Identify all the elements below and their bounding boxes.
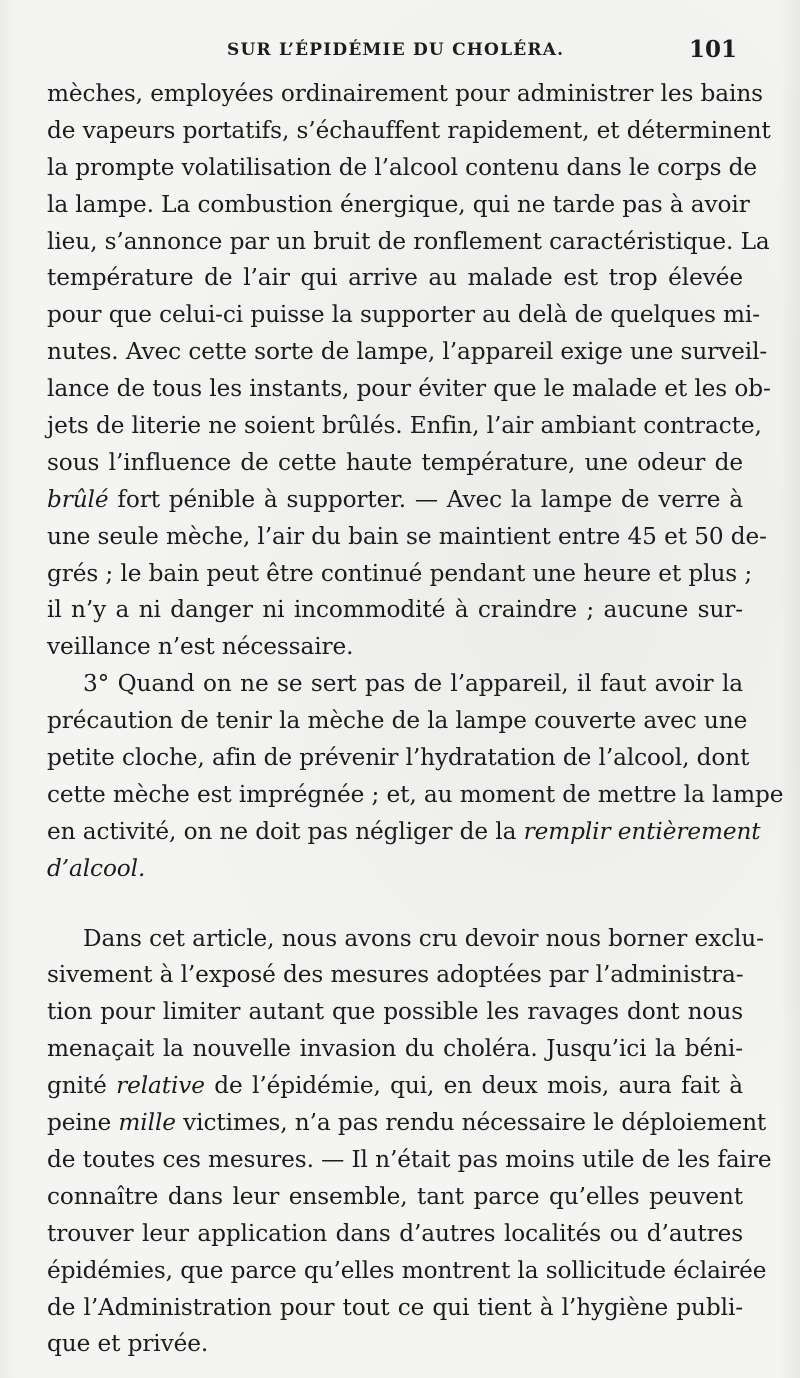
text-line: température de l’air qui arrive au malade est trop élevée — [47, 264, 743, 292]
text-line: sivement à l’exposé des mesures adoptées par l’administra- — [47, 961, 744, 989]
text-line: trouver leur application dans d’autres localités ou d’autres — [47, 1219, 743, 1247]
page-header — [47, 36, 737, 70]
text-line: la prompte volatilisation de l’alcool contenu dans le corps de — [47, 153, 758, 181]
text-line: une seule mèche, l’air du bain se maintient entre 45 et 50 de- — [47, 522, 767, 550]
text-line: jets de literie ne soient brûlés. Enfin, l’air ambiant contracte, — [47, 412, 762, 440]
text-line: nutes. Avec cette sorte de lampe, l’appareil exige une surveil- — [47, 338, 768, 366]
text-line: de toutes ces mesures. — Il n’était pas moins utile de les faire — [47, 1145, 772, 1173]
text-line — [47, 1068, 743, 1105]
text-line: de l’Administration pour tout ce qui tient à l’hygiène publi- — [47, 1293, 743, 1321]
line-plain: peine — [47, 1109, 119, 1137]
text-line: épidémies, que parce qu’elles montrent la sollicitude éclairée — [47, 1256, 767, 1284]
text-line: mèches, employées ordinairement pour administrer les bains — [47, 80, 763, 107]
line-plain: victimes, n’a pas rendu nécessaire le déploiement — [175, 1109, 767, 1137]
text-line: que et privée. — [47, 1330, 209, 1358]
paragraph-1 — [47, 76, 771, 666]
page-number: 101 — [688, 36, 737, 63]
line-plain: gnité — [47, 1072, 117, 1100]
text-line: précaution de tenir la mèche de la lampe couverte avec une — [47, 707, 748, 735]
text-line: petite cloche, afin de prévenir l’hydratation de l’alcool, dont — [47, 744, 750, 772]
text-line: cette mèche est imprégnée ; et, au moment de mettre la lampe — [47, 780, 784, 808]
italic-phrase: remplir entièrement — [523, 817, 761, 845]
text-line — [47, 1105, 767, 1142]
paragraph-3 — [47, 921, 772, 1364]
line-rest: fort pénible à supporter. — Avec la lampe de verre à — [108, 485, 743, 513]
line-plain: de l’épidémie, qui, en deux mois, aura fait à — [204, 1072, 743, 1100]
text-line: menaçait la nouvelle invasion du choléra. Jusqu’ici la béni- — [47, 1035, 743, 1063]
text-line: 3° Quand on ne se sert pas de l’appareil, il faut avoir la — [83, 670, 743, 698]
text-line: pour que celui-ci puisse la supporter au delà de quelques mi- — [47, 301, 760, 329]
text-line: grés ; le bain peut être continué pendant une heure et plus ; — [47, 559, 753, 587]
italic-word: brûlé — [47, 485, 109, 513]
text-line: lance de tous les instants, pour éviter que le malade et les ob- — [47, 375, 771, 403]
paragraph-gap — [47, 888, 743, 921]
text-line: connaître dans leur ensemble, tant parce qu’elles peuvent — [47, 1182, 743, 1210]
italic-word: relative — [116, 1072, 205, 1100]
running-title: SUR L’ÉPIDÉMIE DU CHOLÉRA. — [227, 40, 565, 60]
paragraph-2 — [47, 666, 784, 887]
line-plain: en activité, on ne doit pas négliger de la — [47, 817, 524, 845]
text-line: la lampe. La combustion énergique, qui ne tarde pas à avoir — [47, 190, 750, 218]
italic-word: mille — [118, 1109, 176, 1137]
text-line: tion pour limiter autant que possible les ravages dont nous — [47, 998, 743, 1026]
italic-phrase: d’alcool. — [47, 854, 146, 882]
text-line — [47, 851, 743, 888]
text-line: sous l’influence de cette haute température, une odeur de — [47, 448, 743, 476]
text-line: veillance n’est nécessaire. — [47, 633, 354, 661]
text-line — [47, 814, 761, 851]
text-line: lieu, s’annonce par un bruit de ronflement caractéristique. La — [47, 227, 770, 255]
text-line: de vapeurs portatifs, s’échauffent rapidement, et déterminent — [47, 116, 771, 144]
body-text — [47, 76, 784, 1363]
text-line: il n’y a ni danger ni incommodité à craindre ; aucune sur- — [47, 596, 743, 624]
text-line — [47, 482, 743, 519]
text-line: Dans cet article, nous avons cru devoir nous borner exclu- — [83, 924, 764, 952]
